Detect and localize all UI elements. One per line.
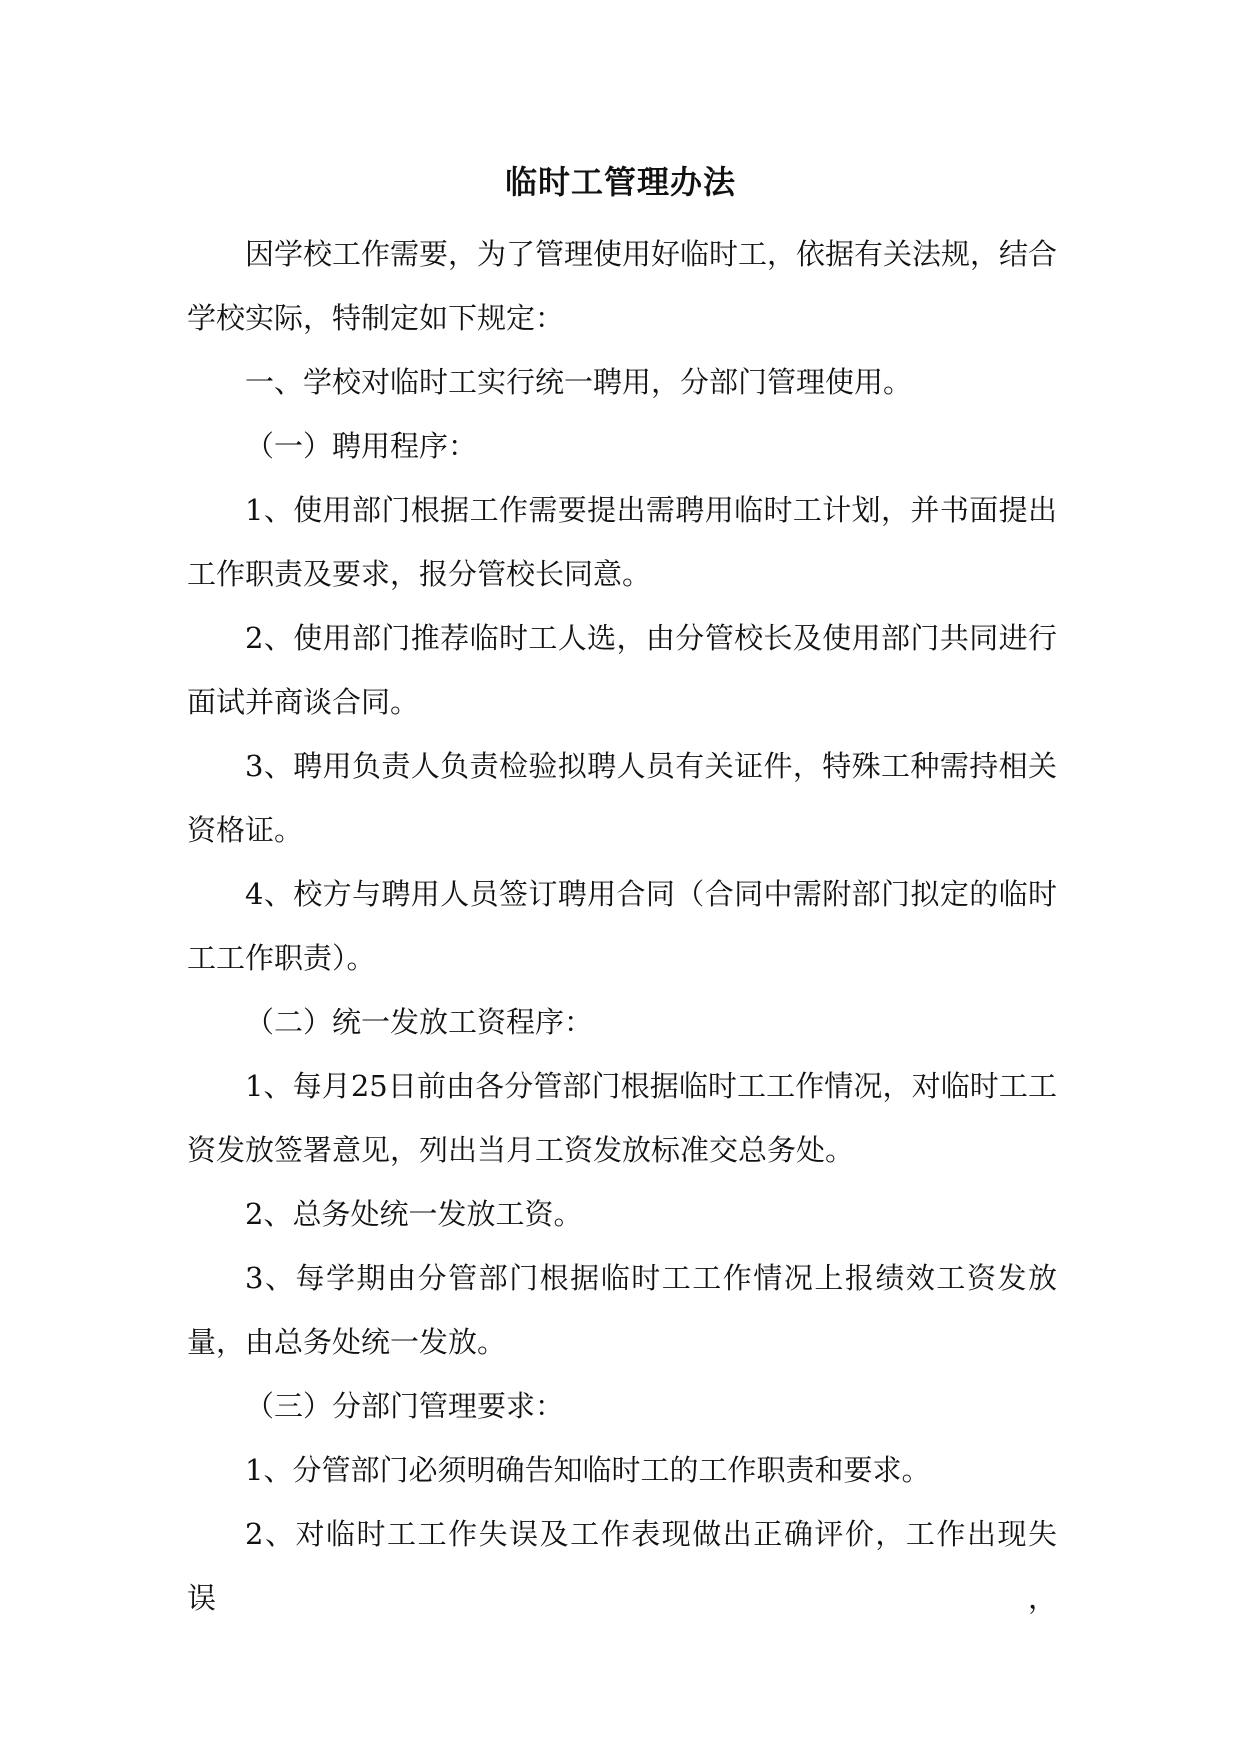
paragraph-hiring-1: 1、使用部门根据工作需要提出需聘用临时工计划，并书面提出工作职责及要求，报分管校长同意。 [187, 493, 1057, 591]
section-heading-1: 一、学校对临时工实行统一聘用，分部门管理使用。 [245, 365, 913, 399]
paragraph-wages-1: 1、每月25日前由各分管部门根据临时工工作情况，对临时工工资发放签署意见，列出当月工资发放标准交总务处。 [187, 1069, 1057, 1167]
paragraph-wages-3: 3、每学期由分管部门根据临时工工作情况上报绩效工资发放量，由总务处统一发放。 [187, 1261, 1057, 1359]
subsection-heading-wages: （二）统一发放工资程序： [245, 1005, 594, 1039]
paragraph-wages-2: 2、总务处统一发放工资。 [245, 1197, 583, 1231]
paragraph-management-1: 1、分管部门必须明确告知临时工的工作职责和要求。 [245, 1453, 931, 1487]
document-body [187, 222, 1057, 1630]
subsection-heading-hiring: （一）聘用程序： [245, 429, 478, 463]
document-title: 临时工管理办法 [504, 163, 736, 201]
paragraph-management-2: 2、对临时工工作失误及工作表现做出正确评价，工作出现失误， [187, 1517, 1057, 1615]
paragraph-intro: 因学校工作需要，为了管理使用好临时工，依据有关法规，结合学校实际，特制定如下规定： [187, 237, 1058, 335]
paragraph-hiring-4: 4、校方与聘用人员签订聘用合同（合同中需附部门拟定的临时工工作职责）。 [187, 877, 1057, 975]
paragraph-hiring-3: 3、聘用负责人负责检验拟聘人员有关证件，特殊工种需持相关资格证。 [187, 749, 1057, 847]
paragraph-hiring-2: 2、使用部门推荐临时工人选，由分管校长及使用部门共同进行面试并商谈合同。 [187, 621, 1057, 719]
subsection-heading-management: （三）分部门管理要求： [245, 1389, 565, 1423]
